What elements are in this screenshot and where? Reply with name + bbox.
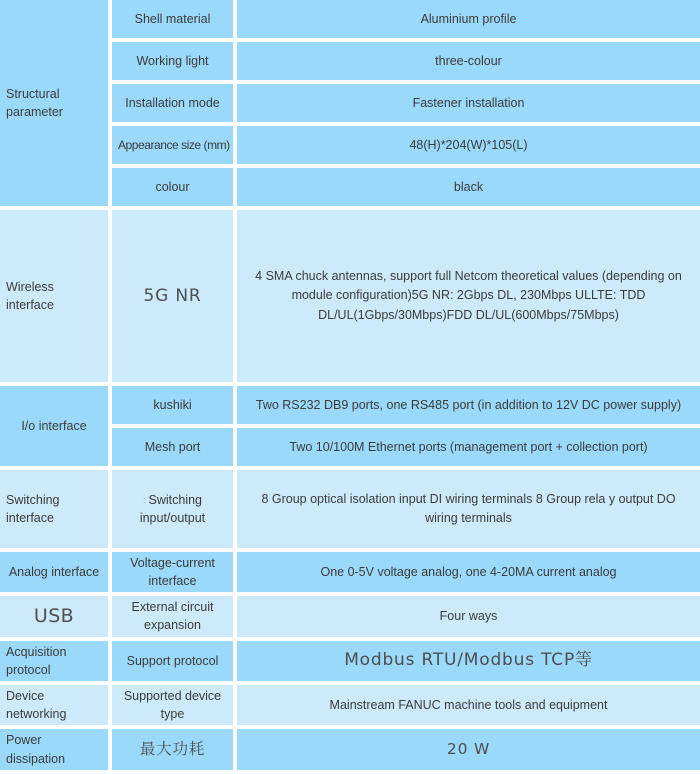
category-cell-usb xyxy=(0,596,108,636)
value-cell xyxy=(237,0,700,38)
value-text: three-colour xyxy=(435,53,502,68)
category-label: Wireless interface xyxy=(6,279,54,312)
category-cell-analog-interface xyxy=(0,552,108,592)
table-row xyxy=(0,685,700,725)
param-label: Voltage-current interface xyxy=(130,556,215,589)
table-row xyxy=(0,210,700,382)
value-text: 8 Group optical isolation input DI wiring terminals 8 Group rela y output DO wiring terminals xyxy=(261,491,676,525)
param-cell xyxy=(112,210,233,382)
category-label: Acquisition protocol xyxy=(6,644,67,677)
value-cell xyxy=(237,596,700,636)
category-label: Switching interface xyxy=(6,492,60,525)
param-label: External circuit expansion xyxy=(131,600,214,633)
value-cell xyxy=(237,42,700,80)
param-label: Supported device type xyxy=(123,688,222,721)
category-cell-switching-interface xyxy=(0,470,108,548)
category-label: Device networking xyxy=(6,688,67,721)
value-text: Four ways xyxy=(439,609,498,624)
value-text: 20 W xyxy=(446,740,491,759)
value-text: 4 SMA chuck antennas, support full Netcom theoretical values (depending on module configuration)5G NR: 2Gbps DL, 230Mbps ULLTE: TDD DL/UL(1Gbps/30Mbps)FDD DL/UL(600Mbps/75Mbps) xyxy=(255,268,682,322)
param-label: Installation mode xyxy=(125,95,220,110)
param-cell xyxy=(112,596,233,636)
value-cell xyxy=(237,126,700,164)
category-cell-acquisition-protocol xyxy=(0,641,108,681)
value-text: Two RS232 DB9 ports, one RS485 port (in addition to 12V DC power supply) xyxy=(255,397,682,412)
param-cell xyxy=(112,685,233,725)
param-label: Support protocol xyxy=(126,653,219,668)
value-cell xyxy=(237,210,700,382)
param-cell xyxy=(112,386,233,424)
value-text: Modbus RTU/Modbus TCP等 xyxy=(344,650,593,671)
value-text: Two 10/100M Ethernet ports (management port + collection port) xyxy=(289,439,648,454)
param-label: Working light xyxy=(136,53,209,68)
param-label: 5G NR xyxy=(143,285,202,306)
value-text: black xyxy=(453,179,484,194)
value-cell xyxy=(237,386,700,424)
param-label: Appearance size (mm) xyxy=(118,137,230,152)
table-row xyxy=(0,470,700,548)
param-label: Shell material xyxy=(134,11,211,26)
table-row xyxy=(0,596,700,636)
value-cell xyxy=(237,729,700,770)
param-cell xyxy=(112,428,233,466)
param-label: colour xyxy=(155,179,190,194)
param-label: kushiki xyxy=(153,397,192,412)
param-cell xyxy=(112,42,233,80)
category-cell-device-networking xyxy=(0,685,108,725)
value-cell xyxy=(237,168,700,206)
param-cell xyxy=(112,641,233,681)
category-label: Analog interface xyxy=(8,565,100,580)
value-cell xyxy=(237,685,700,725)
category-cell-wireless-interface xyxy=(0,210,108,382)
param-cell xyxy=(112,168,233,206)
param-cell xyxy=(112,552,233,592)
param-cell xyxy=(112,0,233,38)
category-cell-structural-parameter xyxy=(0,0,108,206)
value-cell xyxy=(237,428,700,466)
param-cell xyxy=(112,84,233,122)
category-cell-power-dissipation xyxy=(0,729,108,770)
param-label: Switching input/output xyxy=(139,492,206,525)
table-row xyxy=(0,386,700,424)
value-text: Mainstream FANUC machine tools and equipment xyxy=(329,697,608,712)
faint-colon-mark: : xyxy=(142,494,146,505)
param-cell xyxy=(112,470,233,548)
param-cell xyxy=(112,126,233,164)
table-row xyxy=(0,641,700,681)
value-text: Fastener installation xyxy=(412,95,525,110)
category-label: Power dissipation xyxy=(6,733,66,766)
category-label: USB xyxy=(33,604,75,627)
value-cell xyxy=(237,641,700,681)
category-label: I/o interface xyxy=(21,418,87,433)
value-cell xyxy=(237,84,700,122)
category-cell-io-interface xyxy=(0,386,108,466)
value-text: Aluminium profile xyxy=(420,11,517,26)
table-row xyxy=(0,0,700,38)
param-label: Mesh port xyxy=(144,439,201,454)
param-label: 最大功耗 xyxy=(139,740,206,759)
value-cell xyxy=(237,470,700,548)
param-cell xyxy=(112,729,233,770)
table-row xyxy=(0,729,700,770)
category-label: Structural parameter xyxy=(6,86,63,119)
value-cell xyxy=(237,552,700,592)
table-row xyxy=(0,552,700,592)
value-text: One 0-5V voltage analog, one 4-20MA current analog xyxy=(320,565,617,580)
value-text: 48(H)*204(W)*105(L) xyxy=(409,137,528,152)
